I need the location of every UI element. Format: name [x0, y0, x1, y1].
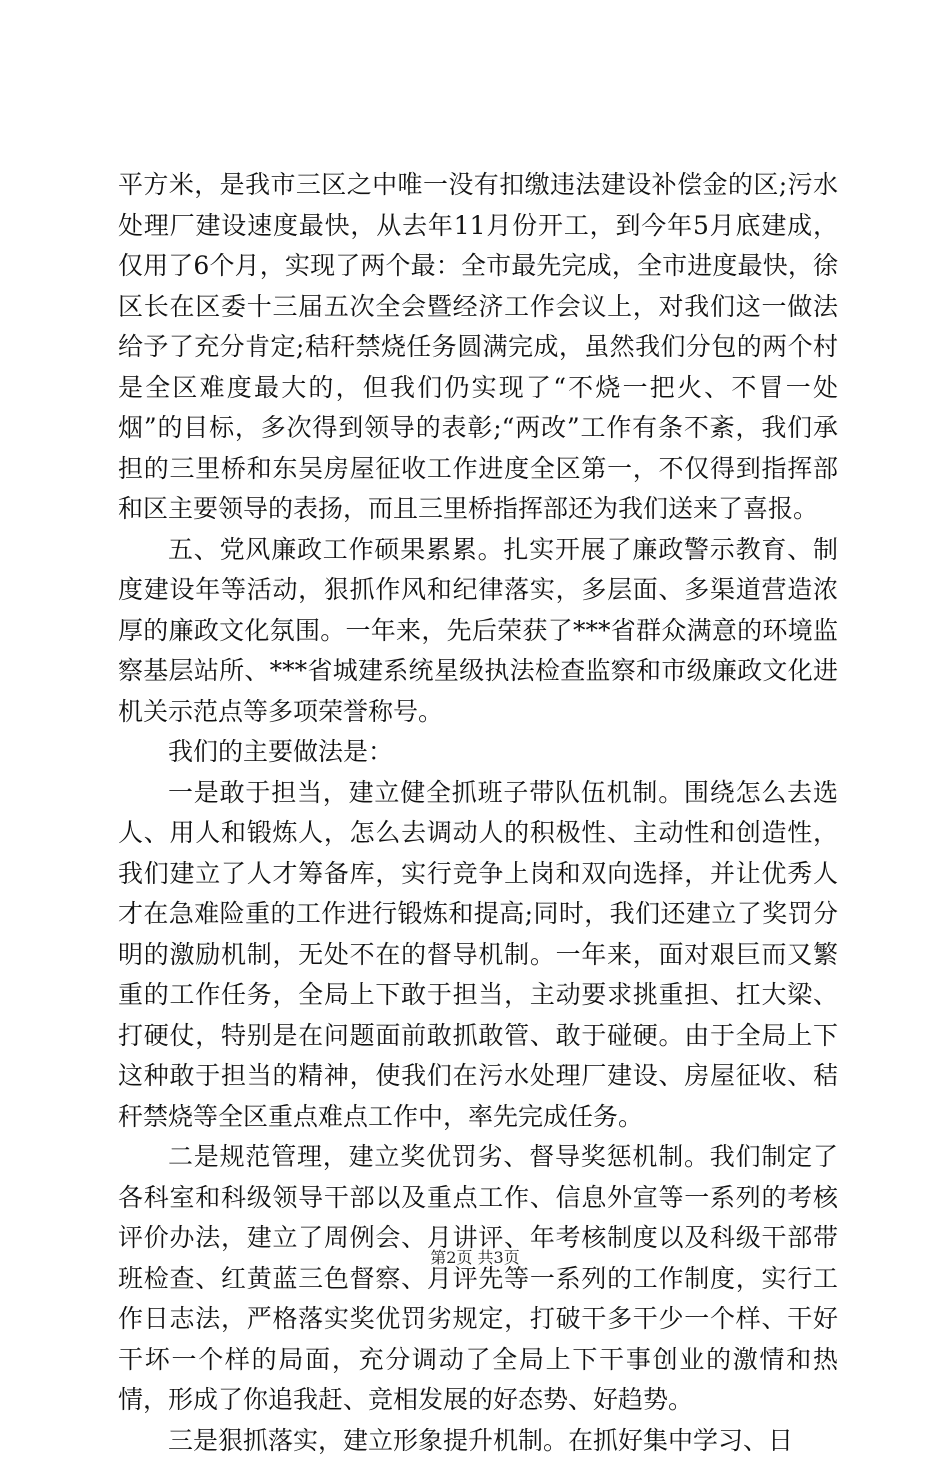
- page-footer: 第2页 共3页: [0, 1245, 950, 1268]
- paragraph-main-methods: 我们的主要做法是：: [118, 732, 838, 773]
- paragraph-method-three: 三是狠抓落实，建立形象提升机制。在抓好集中学习、日: [118, 1421, 838, 1461]
- paragraph-continued: 平方米，是我市三区之中唯一没有扣缴违法建设补偿金的区;污水处理厂建设速度最快，从去年11月份开工，到今年5月底建成，仅用了6个月，实现了两个最：全市最先完成，全市进度最快，徐区长在区委十三届五次全会暨经济工作会议上，对我们这一做法给予了充分肯定;秸秆禁烧任务圆满完成，虽然我们分包的两个村是全区难度最大的，但我们仍实现了“不烧一把火、不冒一处烟”的目标，多次得到领导的表彰;“两改”工作有条不紊，我们承担的三里桥和东吴房屋征收工作进度全区第一，不仅得到指挥部和区主要领导的表扬，而且三里桥指挥部还为我们送来了喜报。: [118, 165, 838, 530]
- paragraph-party-conduct: 五、党风廉政工作硕果累累。扎实开展了廉政警示教育、制度建设年等活动，狠抓作风和纪律落实，多层面、多渠道营造浓厚的廉政文化氛围。一年来，先后荣获了***省群众满意的环境监察基层站所、***省城建系统星级执法检查监察和市级廉政文化进机关示范点等多项荣誉称号。: [118, 530, 838, 733]
- paragraph-method-two: 二是规范管理，建立奖优罚劣、督导奖惩机制。我们制定了各科室和科级领导干部以及重点工作、信息外宣等一系列的考核评价办法，建立了周例会、月讲评、年考核制度以及科级干部带班检查、红黄蓝三色督察、月评先等一系列的工作制度，实行工作日志法，严格落实奖优罚劣规定，打破干多干少一个样、干好干坏一个样的局面，充分调动了全局上下干事创业的激情和热情，形成了你追我赶、竞相发展的好态势、好趋势。: [118, 1137, 838, 1421]
- paragraph-method-one: 一是敢于担当，建立健全抓班子带队伍机制。围绕怎么去选人、用人和锻炼人，怎么去调动人的积极性、主动性和创造性，我们建立了人才筹备库，实行竞争上岗和双向选择，并让优秀人才在急难险重的工作进行锻炼和提高;同时，我们还建立了奖罚分明的激励机制，无处不在的督导机制。一年来，面对艰巨而又繁重的工作任务，全局上下敢于担当，主动要求挑重担、扛大梁、打硬仗，特别是在问题面前敢抓敢管、敢于碰硬。由于全局上下这种敢于担当的精神，使我们在污水处理厂建设、房屋征收、秸秆禁烧等全区重点难点工作中，率先完成任务。: [118, 773, 838, 1138]
